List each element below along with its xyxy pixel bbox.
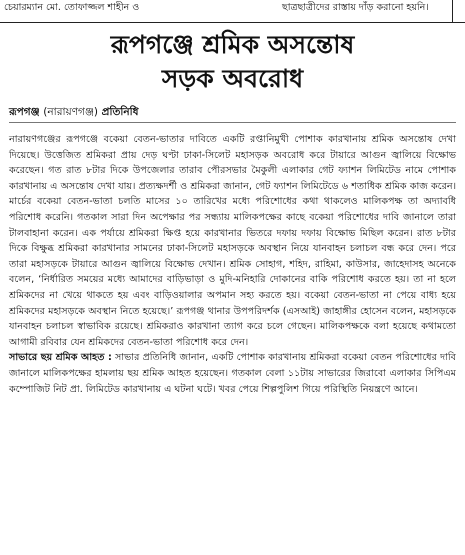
headline-line-1: রূপগঞ্জে শ্রমিক অসন্তোষ — [110, 30, 355, 59]
fragment-right-text: ছাত্রছাত্রীদের রাস্তায় দাঁড় করানো হয়নি। — [282, 2, 429, 13]
headline-line-2: সড়ক অবরোধ — [161, 64, 304, 93]
paragraph-2 — [9, 350, 456, 397]
column-divider — [452, 0, 453, 22]
article-body — [9, 132, 456, 397]
byline-place: রূপগঞ্জ — [9, 106, 40, 118]
paragraph-1: নারায়ণগঞ্জের রূপগঞ্জে বকেয়া বেতন-ভাতার দাবিতে একটি রপ্তানিমুখী পোশাক কারখানায় শ্রমিক অসন্তোষ দেখা দিয়েছে। উত্তেজিত শ্রমিকরা প্রায় দেড় ঘণ্টা ঢাকা-সিলেট মহাসড়ক অবরোধ করে টায়ারে আগুন জ্বালিয়ে বিক্ষোভ করেছেন। গত রাত ৮টার দিকে উপজেলার তারাব পৌরসভার মৈকুলী এলাকার গেট ফ্যাশন লিমিটেড নামে পোশাক কারখানায় এ অসন্তোষ দেখা যায়। প্রত্যক্ষদর্শী ও শ্রমিকরা জানান, গেট ফ্যাশন লিমিটেডে ৬ শতাধিক শ্রমিক কাজ করেন। মার্চের বকেয়া বেতন-ভাতা চলতি মাসের ১০ তারিখের মধ্যে পরিশোধের কথা থাকলেও মালিকপক্ষ তা অদ্যাবধি পরিশোধ করেনি। গতকাল সারা দিন অপেক্ষার পর সন্ধ্যায় মালিকপক্ষের কাছে বকেয়া পরিশোধের দাবি জানালে তারা টালবাহানা করেন। এক পর্যায়ে শ্রমিকরা ক্ষিপ্ত হয়ে কারখানার ভিতরে দফায় দফায় বিক্ষোভ মিছিল করেন। রাত ৮টার দিকে বিক্ষুব্ধ শ্রমিকরা কারখানার সামনের ঢাকা-সিলেট মহাসড়কে অবস্থান নিয়ে যানবাহন চলাচল বন্ধ করে দেন। পরে তারা মহাসড়কে টায়ারে আগুন জ্বালিয়ে বিক্ষোভ দেখান। শ্রমিক সোহাগ, শহিদ, রাহিমা, কাউসার, জাহেদাসহ অনেকে বলেন, ‘নির্ধারিত সময়ের মধ্যে আমাদের বাড়িভাড়া ও মুদি-মনিহারি দোকানের বাকি পরিশোধ করতে হয়। তা না হলে শ্রমিকদের না খেয়ে থাকতে হয় এবং বাড়িওয়ালার অপমান সহ্য করতে হয়। বকেয়া বেতন-ভাতা না পেয়ে বাধ্য হয়ে শ্রমিকদের মহাসড়কে অবস্থান নিতে হয়েছে।’ রূপগঞ্জ থানার উপপরিদর্শক (এসআই) জাহাঙ্গীর হোসেন বলেন, মহাসড়কে যানবাহন চলাচল স্বাভাবিক রয়েছে। শ্রমিকরাও কারখানা ত্যাগ করে চলে গেছেন। মালিকপক্ষকে বলা হয়েছে কথামতো আগামী রবিবার যেন শ্রমিকদের বেতন-ভাতা পরিশোধ করে দেন। — [9, 134, 456, 348]
previous-article-fragments — [0, 0, 465, 23]
fragment-left-text: চেয়ারম্যান মো. তোফাজ্জল শাহীন ও — [4, 2, 140, 13]
byline — [9, 104, 139, 120]
byline-role: প্রতিনিধি — [101, 106, 139, 118]
subheading-savar: সাভারে ছয় শ্রমিক আহত : — [9, 352, 112, 364]
paragraph-2-text: সাভার প্রতিনিধি জানান, একটি পোশাক কারখানায় শ্রমিকরা বকেয়া বেতন পরিশোধের দাবি জানালে মালিকপক্ষের হামলায় ছয় শ্রমিক আহত হয়েছেন। গতকাল বেলা ১১টায় সাভারের জিরাবো এলাকার সিপিএম কম্পোজিট নিট প্রা. লিমিটেড কারখানায় এ ঘটনা ঘটে। খবর পেয়ে শিল্পপুলিশ গিয়ে পরিস্থিতি নিয়ন্ত্রণে আনে। — [9, 352, 456, 395]
byline-district: (নারায়ণগঞ্জ) — [43, 106, 99, 118]
byline-divider — [9, 122, 456, 123]
headline — [0, 28, 465, 96]
